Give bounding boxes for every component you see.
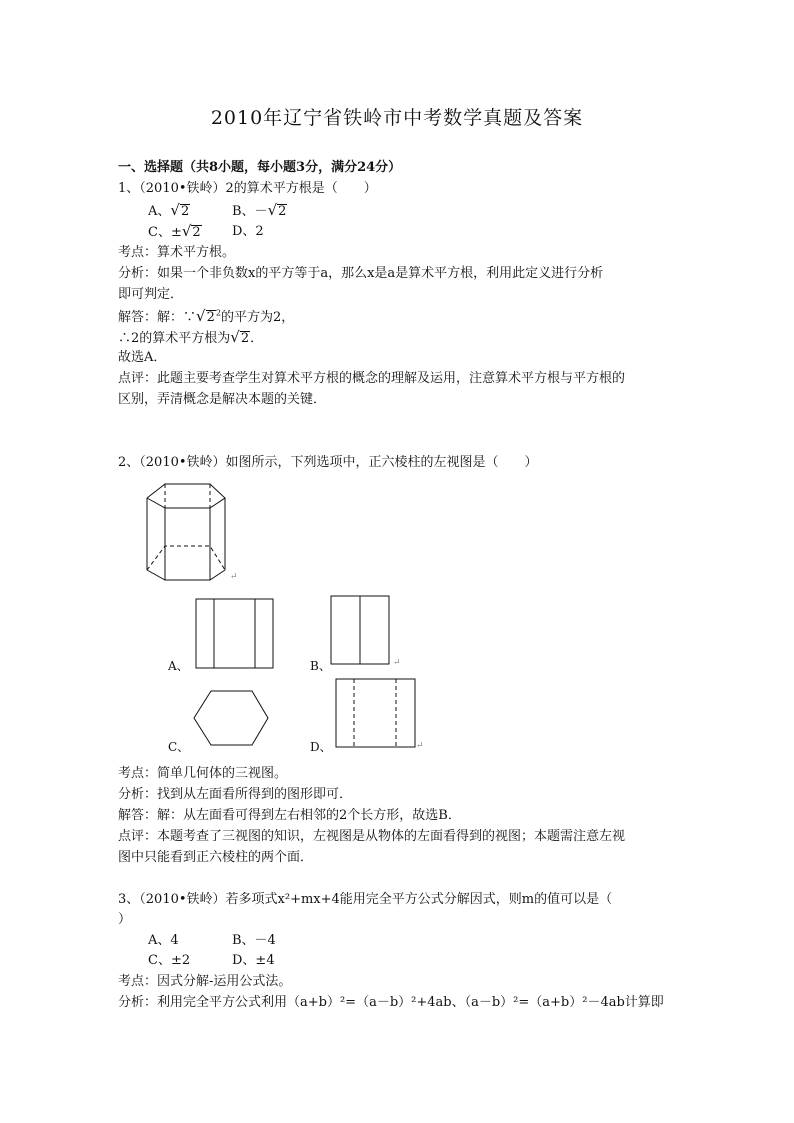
q1-fenxi-line2: 即可判定．: [118, 287, 184, 302]
q1-dianping-line2: 区别，弄清概念是解决本题的关键．: [118, 392, 327, 407]
q2-dianping-line1: 点评：本题考查了三视图的知识，左视图是从物体的左面看得到的视图；本题需注意左视: [118, 829, 626, 844]
q3-stem-line2: ）: [118, 912, 132, 927]
q1-guxuan: 故选A．: [118, 350, 167, 365]
q2-kaodian: 考点：简单几何体的三视图。: [118, 766, 288, 781]
q3-option-a: A、4: [148, 933, 179, 948]
q1-option-d: D、2: [232, 224, 264, 239]
q1-jieda-line1: 解答：解：$\because√2^2$的平方为2，: [118, 307, 295, 325]
q2-stem: 2、（2010•铁岭）如图所示，下列选项中，正六棱柱的左视图是（ ）: [118, 455, 538, 470]
q2-dianping-line2: 图中只能看到正六棱柱的两个面．: [118, 850, 314, 865]
q2-fenxi: 分析：找到从左面看所得到的图形即可．: [118, 787, 353, 802]
q1-stem: 1、（2010•铁岭）2的算术平方根是（ ）: [118, 181, 377, 196]
return-mark: ↵: [416, 741, 424, 751]
q1-fenxi-line1: 分析：如果一个非负数x的平方等于a，那么x是a是算术平方根，利用此定义进行分析: [118, 266, 604, 281]
page-title: 2010年辽宁省铁岭市中考数学真题及答案: [210, 107, 584, 129]
q3-kaodian: 考点：因式分解-运用公式法。: [118, 974, 292, 989]
q1-option-c: C、±√2: [148, 222, 201, 240]
q3-option-c: C、±2: [148, 953, 191, 968]
q2-jieda: 解答：解：从左面看可得到左右相邻的2个长方形，故选B．: [118, 808, 461, 823]
q1-option-b: B、－√2: [232, 201, 287, 219]
q1-jieda-line2: ∴2的算术平方根为√2．: [118, 328, 264, 346]
q2-option-c-label: C、: [168, 740, 190, 754]
q3-option-b: B、－4: [232, 933, 276, 948]
q3-option-d: D、±4: [232, 953, 275, 968]
section-heading: 一、选择题（共8小题，每小题3分，满分24分）: [118, 160, 402, 175]
q2-option-b-label: B、: [310, 659, 331, 673]
return-mark: ↵: [393, 658, 401, 668]
q1-dianping-line1: 点评：此题主要考查学生对算术平方根的概念的理解及运用，注意算术平方根与平方根的: [118, 371, 626, 386]
q3-stem-line1: 3、（2010•铁岭）若多项式x²+mx+4能用完全平方公式分解因式，则m的值可以是（: [118, 892, 613, 907]
q3-fenxi: 分析：利用完全平方公式利用（a+b）²=（a－b）²+4ab、（a－b）²=（a+b）²－4ab计算即: [118, 995, 664, 1010]
q1-kaodian: 考点：算术平方根。: [118, 245, 236, 260]
return-mark: ↵: [230, 572, 238, 582]
q2-option-d-label: D、: [310, 740, 332, 754]
q2-option-a-label: A、: [168, 659, 189, 673]
q1-option-a: A、√2: [148, 201, 190, 219]
